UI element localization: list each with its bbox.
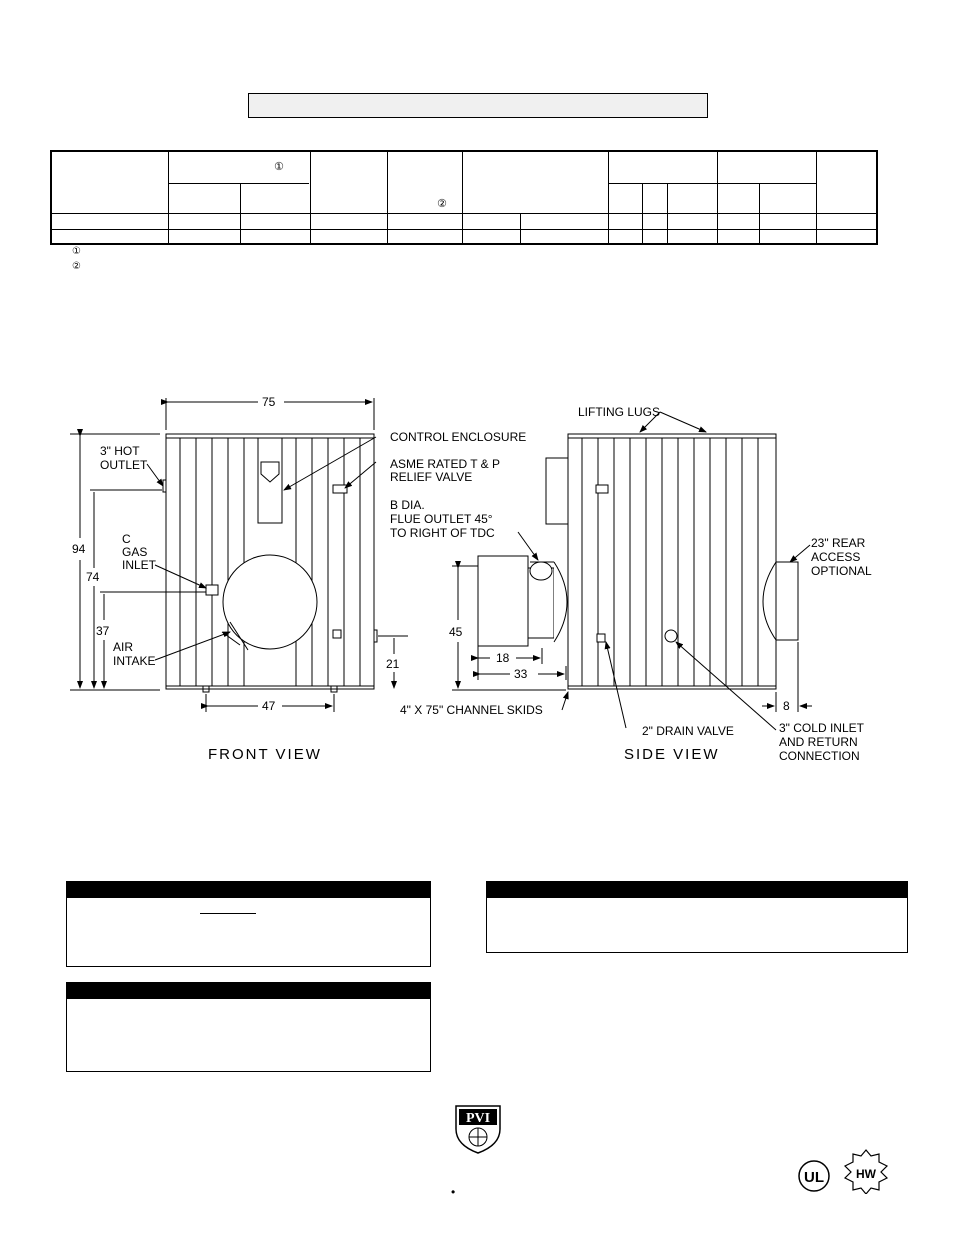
channel-skids-label: 4" X 75" CHANNEL SKIDS bbox=[400, 703, 543, 717]
control-enclosure-label: CONTROL ENCLOSURE bbox=[390, 430, 527, 444]
rear-access-line3: OPTIONAL bbox=[811, 564, 872, 578]
technical-drawing bbox=[0, 380, 954, 780]
air-intake-line2: INTAKE bbox=[113, 654, 156, 668]
rear-access-line2: ACCESS bbox=[811, 550, 861, 564]
hw-logo-text: HW bbox=[856, 1167, 876, 1181]
cold-inlet-line2: AND RETURN bbox=[779, 735, 858, 749]
dim-74: 74 bbox=[86, 570, 100, 584]
hw-logo bbox=[843, 1148, 889, 1194]
dim-33: 33 bbox=[514, 667, 528, 681]
info-panel-2 bbox=[66, 982, 431, 1072]
pvi-logo-text: PVI bbox=[465, 1111, 491, 1126]
hot-outlet-line1: 3" HOT bbox=[100, 444, 140, 458]
cold-inlet-line3: CONNECTION bbox=[779, 749, 860, 763]
dim-18: 18 bbox=[496, 651, 510, 665]
svg-text:UL: UL bbox=[804, 1169, 824, 1186]
dim-8: 8 bbox=[783, 699, 790, 713]
flue-outlet-line1: B DIA. bbox=[390, 498, 425, 512]
footnote-mark-1: ① bbox=[274, 160, 284, 173]
info-panel-1 bbox=[66, 881, 431, 967]
burner-circle bbox=[223, 555, 317, 649]
hot-outlet-line2: OUTLET bbox=[100, 458, 148, 472]
cold-inlet-line1: 3" COLD INLET bbox=[779, 721, 864, 735]
flue-outlet-line2: FLUE OUTLET 45° bbox=[390, 512, 493, 526]
dim-75: 75 bbox=[262, 395, 276, 409]
gas-inlet-line1: C bbox=[122, 532, 131, 546]
relief-valve-line1: ASME RATED T & P bbox=[390, 457, 501, 471]
relief-valve-line2: RELIEF VALVE bbox=[390, 470, 473, 484]
info-panel-3 bbox=[486, 881, 908, 953]
footnote-2: ② bbox=[72, 261, 81, 272]
spec-table bbox=[50, 150, 878, 245]
pvi-logo bbox=[453, 1103, 503, 1155]
gas-inlet-line2: GAS bbox=[122, 545, 148, 559]
front-view-label: FRONT VIEW bbox=[208, 746, 322, 763]
side-body bbox=[568, 434, 776, 689]
dim-37: 37 bbox=[96, 624, 110, 638]
dim-45: 45 bbox=[449, 625, 463, 639]
side-view-label: SIDE VIEW bbox=[624, 746, 720, 763]
footnote-1: ① bbox=[72, 246, 81, 257]
gas-inlet-line3: INLET bbox=[122, 558, 157, 572]
title-bar bbox=[248, 93, 708, 118]
flue-outlet-line3: TO RIGHT OF TDC bbox=[390, 526, 495, 540]
dim-21: 21 bbox=[386, 657, 400, 671]
dim-47: 47 bbox=[262, 699, 276, 713]
footnote-mark-2: ② bbox=[437, 197, 447, 210]
dim-94: 94 bbox=[72, 542, 86, 556]
footer-bullet: • bbox=[451, 1185, 456, 1199]
rear-access-line1: 23" REAR bbox=[811, 536, 866, 550]
lifting-lugs-label: LIFTING LUGS bbox=[578, 405, 661, 419]
ul-classified-logo bbox=[790, 1148, 838, 1196]
air-intake-line1: AIR bbox=[113, 640, 134, 654]
drain-valve-label: 2" DRAIN VALVE bbox=[642, 724, 734, 738]
